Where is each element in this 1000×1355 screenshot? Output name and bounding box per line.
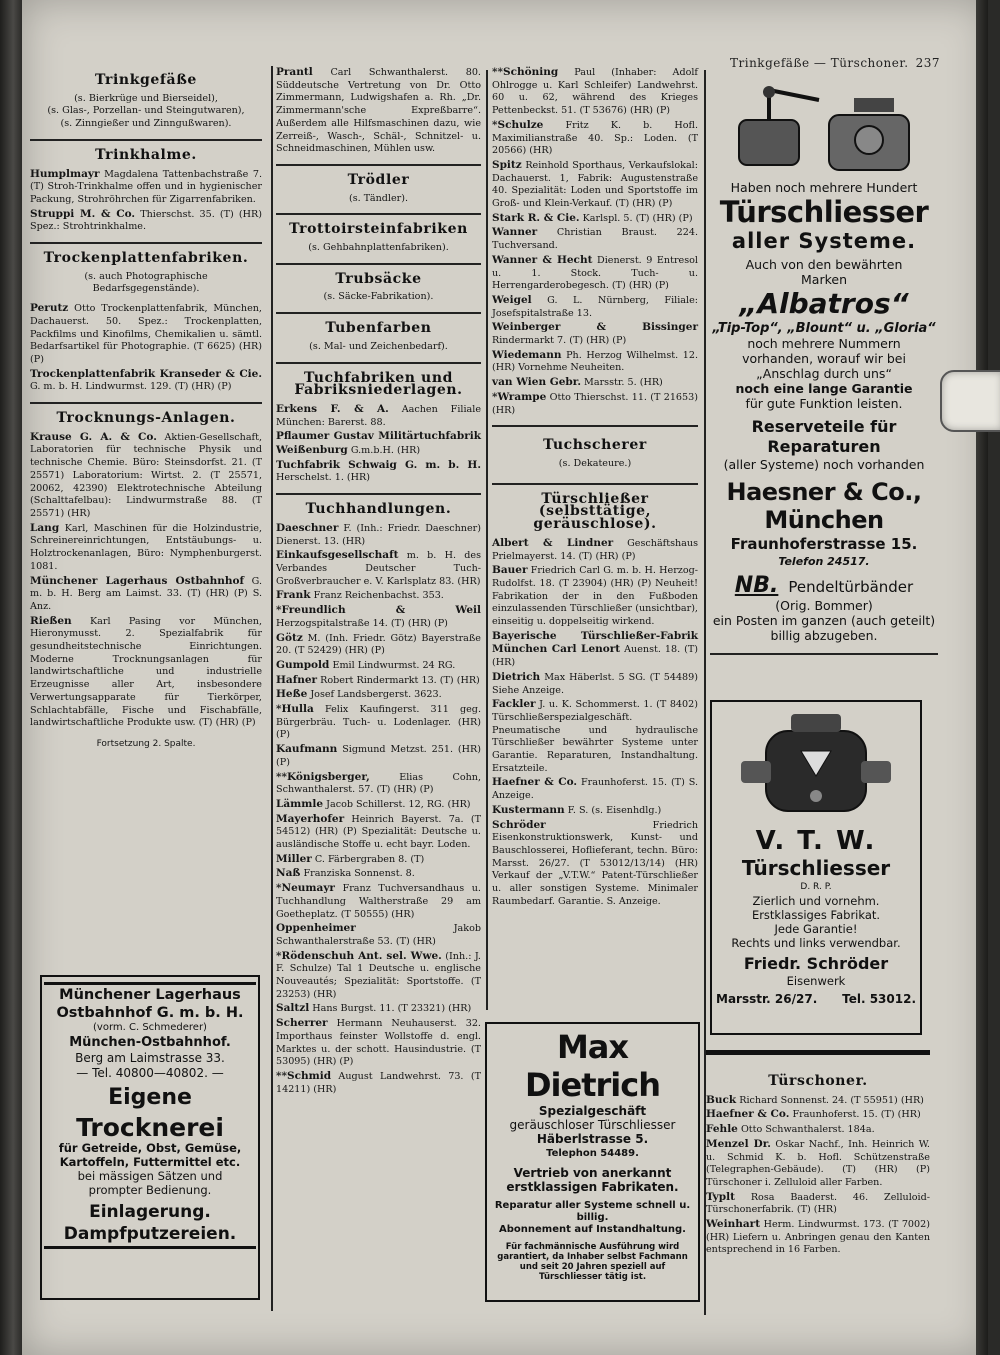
ad-haesner (710, 80, 938, 680)
entry-name: Tuchfabrik Schwaig G. m. b. H. (276, 458, 481, 471)
heading-tuerschoner: Türschoner. (768, 1073, 868, 1089)
ad-line: Fraunhoferstrasse 15. (730, 535, 918, 553)
list-item (276, 922, 481, 948)
ad-line: (Orig. Bommer) (775, 598, 873, 613)
ad-line: Marsstr. 26/27. (716, 992, 818, 1006)
list-item (276, 743, 481, 769)
entry-name: **Königsberger, (276, 770, 370, 783)
list-item (492, 819, 698, 909)
section-rule (706, 1050, 930, 1055)
note: (s. Glas-, Porzellan- und Steingutwaren), (47, 105, 245, 117)
ad-line: Kartoffeln, Futtermittel etc. (59, 1155, 241, 1169)
note: (s. Gehbahnplattenfabriken). (308, 242, 449, 254)
ad-line: Einlagerung. (89, 1202, 211, 1222)
list-item (492, 159, 698, 211)
column-divider-1 (271, 66, 273, 1311)
ad-lagerhaus (40, 975, 260, 1300)
entry-text: Otto Schwanthalerst. 184a. (740, 1124, 875, 1136)
ad-line: Eigene (108, 1085, 192, 1110)
book-binding (0, 0, 22, 1355)
entry-text: Robert Rindermarkt 13. (T) (HR) (320, 674, 480, 686)
entry-text: Dienerst. 9 Entresol u. 1. Stock. Tuch- u. Herrengarderobegesch. (T) (HR) (P) (492, 254, 699, 292)
list-item (276, 1017, 481, 1069)
entry-name: Trockenplattenfabrik Kranseder & Cie. (30, 367, 262, 380)
entry-text: Christian Braust. 224. Tuchversand. (492, 227, 698, 252)
vtw-contact-row (716, 992, 916, 1006)
entry-text: Karl, Maschinen für die Holzindustrie, Schreinereinrichtungen, Entstäubungs- u. Holztrockenanlagen, Büro: Nymphenburgerst. 1081. (30, 522, 262, 572)
entry-text: Ph. Herzog Wilhelmst. 12. (HR) Vornehme Neuheiten. (492, 349, 698, 374)
entry-text: Josef Landsbergerst. 3623. (310, 689, 442, 701)
entry-text: Magdalena Tattenbachstraße 7. (T) Stroh-Trinkhalme offen und in hygienischer Packung, Strohröhrchen für Zigarrenfabriken. (30, 168, 262, 205)
section-rule (30, 242, 262, 244)
entry-text: J. u. K. Schommerst. 1. (T 8402) Türschließerspezialgeschäft. Pneumatische und hydraulische Türschließer bewährter Systeme unter Garantie. Reparaturen, Instandhaltung. Ersatzteile. (492, 699, 698, 774)
entry-text: Oskar Nachf., Inh. Heinrich W. u. Schmid K. b. Hofl. Schützenstraße (Telegraphen-Gebäude). (T) (HR) (P) Türschoner i. Zelluloid aller Farben. (706, 1138, 930, 1188)
list-item (276, 403, 481, 429)
note: (s. Dekateure.) (558, 457, 632, 469)
ad-line: Haesner & Co., München (726, 478, 922, 534)
entry-text: G. L. Nürnberg, Filiale: Josefspitalstraße 13. (492, 294, 698, 319)
entry-name: Rießen (30, 614, 72, 627)
entry-name: Wanner (492, 226, 538, 239)
ad-line: D. R. P. (800, 882, 832, 892)
section-rule (492, 483, 698, 485)
section-rule (276, 312, 481, 314)
ad-line: Telephon 54489. (546, 1148, 639, 1159)
section-rule (30, 139, 262, 141)
ad-line: Für fachmännische Ausführung wird garantiert, da Inhaber selbst Fachmann und seit 20 Jahren speziell auf Türschliesser tätig ist. (497, 1242, 688, 1282)
heading-trockenplattenfabriken: Trockenplattenfabriken. (43, 250, 249, 267)
list-item (276, 459, 481, 485)
entry-name: Einkaufsgesellschaft (276, 549, 399, 562)
list-item (492, 671, 698, 697)
entry-text: Friedrich Carl G. m. b. H. Herzog-Rudolfst. 18. (T 23904) (HR) (P) Neuheit! Fabrikation der in den Fußboden einzulassenden Türschließer (unsichtbar), einseitig u. doppelseitig wirkend. (492, 565, 698, 628)
section-rule (276, 493, 481, 495)
list-item (30, 208, 262, 234)
ad-line: Max Dietrich (524, 1028, 661, 1104)
page-number: 237 (915, 56, 940, 70)
entry-name: Perutz (30, 302, 69, 315)
list-item (492, 226, 698, 252)
vtw-closer-illustration (731, 706, 901, 826)
entry-name: Frank (276, 589, 311, 602)
list-item (492, 391, 698, 417)
entry-name: Weinhart (706, 1218, 761, 1231)
list-item (276, 522, 481, 548)
section-rule (710, 653, 938, 655)
entry-name: Wanner & Hecht (492, 253, 593, 266)
list-item (492, 630, 698, 670)
ad-line: für Getreide, Obst, Gemüse, (58, 1141, 242, 1155)
entry-text: Rosa Baaderst. 46. Zelluloid-Türschonerfabrik. (T) (HR) (706, 1191, 930, 1216)
note: (s. Bierkrüge und Bierseidel), (74, 92, 218, 104)
heading-tubenfarben: Tubenfarben (325, 320, 432, 337)
ad-line: V. T. W. (755, 826, 877, 856)
entry-name: Scherrer (276, 1017, 328, 1030)
entry-name: Buck (706, 1093, 737, 1106)
ad-line: Reparatur aller Systeme schnell u. billig. (494, 1200, 691, 1223)
list-item (706, 1138, 930, 1190)
list-item (276, 688, 481, 702)
entry-text: m. b. H. des Verbandes Deutscher Tuch-Großverbraucher e. V. Karlsplatz 83. (HR) (276, 550, 481, 587)
entry-text: G. m. b. H. Berg am Laimst. 33. (T) (HR) (P) S. Anz. (30, 575, 262, 612)
ad-line: aller Systeme. (731, 229, 917, 253)
heading-tuchhandlungen: Tuchhandlungen. (305, 501, 452, 518)
ad-line: Pendeltürbänder (788, 578, 914, 596)
entry-name: Daeschner (276, 521, 339, 534)
entry-text: Hermann Neuhauserst. 32. Importhaus feinster Wollstoffe d. engl. Marktes u. der schott. Hausindustrie. (T 53095) (HR) (P) (276, 1018, 481, 1068)
entry-name: Weinberger & Bissinger (492, 321, 698, 334)
entry-text: G.m.b.H. (HR) (350, 445, 421, 457)
note: (s. auch Photographische Bedarfsgegenstände). (84, 270, 208, 295)
ad-line: — Tel. 40800—40802. — (76, 1066, 224, 1080)
entry-name: Menzel Dr. (706, 1137, 771, 1150)
column-1 (30, 66, 262, 760)
ad-line: „Albatros“ (739, 287, 909, 320)
entry-name: Albert & Lindner (492, 536, 614, 549)
list-item (276, 549, 481, 588)
ad-line: Spezialgeschäft (538, 1104, 647, 1118)
list-item (276, 430, 481, 457)
ad-line: Erstklassiges Fabrikat. (751, 908, 881, 922)
section-rule (492, 425, 698, 427)
ad-line: noch eine lange Garantie (735, 381, 913, 396)
entry-name: Struppi M. & Co. (30, 207, 136, 220)
section-rule (276, 362, 481, 364)
column-4-tuerschoner (706, 1050, 930, 1258)
ad-line: bei mässigen Sätzen und (77, 1169, 223, 1183)
entry-name: Krause G. A. & Co. (30, 430, 157, 443)
running-head-title: Trinkgefäße — Türschoner. (730, 56, 909, 70)
entry-text: Karl Pasing vor München, Hieronymusst. 2. Spezialfabrik für gesundheitstechnische Einrichtungen. Moderne Trocknungsanlagen für landwirtschaftliche und industrielle Erzeugnisse aller Art, insbesondere Verwertungsapparate für Tierkörper, Schlachtabfälle, Fische und Fischabfälle, landwirtschaftliche Produkte usw. (T) (HR) (P) (30, 615, 262, 729)
entry-text: Felix Kaufingerst. 311 geg. Bürgerbräu. Tuch- u. Lodenlager. (HR) (P) (276, 704, 481, 741)
ad-line: noch mehrere Nummern (747, 336, 901, 351)
entry-name: Kaufmann (276, 743, 338, 756)
entry-name: Wiedemann (492, 348, 562, 361)
entry-name: Humplmayr (30, 167, 100, 180)
entry-name: Typlt (706, 1190, 735, 1203)
entry-name: **Schöning (492, 66, 559, 78)
list-item (30, 522, 262, 574)
list-item (30, 615, 262, 730)
entry-name: Mayerhofer (276, 812, 345, 825)
list-item (492, 119, 698, 158)
ad-line: erstklassigen Fabrikaten. (506, 1180, 679, 1194)
section-rule (276, 263, 481, 265)
ad-line: „Tip-Top“, „Blount“ u. „Gloria“ (712, 321, 936, 336)
ad-line: Häberlstrasse 5. (536, 1132, 649, 1146)
list-item (276, 771, 481, 797)
list-item (492, 376, 698, 390)
column-divider-2 (486, 70, 488, 1010)
ad-line: Tel. 53012. (842, 992, 916, 1006)
entry-text: Geschäftshaus Prielmayerst. 14. (T) (HR) (P) (492, 537, 698, 562)
entry-name: *Wrampe (492, 390, 547, 403)
entry-text: Franz Reichenbachst. 353. (313, 590, 444, 602)
list-item (492, 212, 698, 226)
entry-text: Herschelst. 1. (HR) (276, 472, 371, 484)
entry-name: Lang (30, 521, 60, 534)
list-item (276, 813, 481, 852)
entry-name: Fackler (492, 698, 536, 711)
entry-text: F. S. (s. Eisenhdlg.) (567, 804, 662, 816)
nb-mark: NB. (734, 573, 779, 598)
list-item (492, 349, 698, 375)
list-item (30, 368, 262, 394)
ad-line: Ostbahnhof G. m. b. H. (56, 1005, 244, 1021)
ad-line: (aller Systeme) noch vorhanden (723, 457, 925, 472)
list-item (492, 254, 698, 293)
ad-line: Eisenwerk (786, 974, 846, 988)
entry-name: Naß (276, 867, 301, 880)
list-item (30, 575, 262, 614)
entry-name: *Schulze (492, 118, 544, 131)
entry-text: Fraunhoferst. 15. (T) S. Anzeige. (492, 777, 698, 802)
entry-text: Franziska Sonnenst. 8. (303, 868, 415, 880)
entry-text: F. (Inh.: Friedr. Daeschner) Dienerst. 13. (HR) (276, 522, 481, 547)
ad-line: Türschliesser (741, 856, 891, 880)
ad-rule (44, 1246, 256, 1249)
section-rule (276, 213, 481, 215)
entry-text: Sigmund Metzst. 251. (HR) (P) (276, 744, 481, 768)
list-item (492, 321, 698, 347)
list-item (30, 431, 262, 521)
ad-line: Dampfputzereien. (63, 1224, 237, 1244)
section-rule (30, 402, 262, 404)
ad-line: Friedr. Schröder (743, 954, 889, 973)
entry-text: C. Färbergraben 8. (T) (314, 853, 425, 865)
entry-name: Dietrich (492, 670, 541, 683)
ad-line: München-Ostbahnhof. (69, 1035, 231, 1050)
list-item (492, 804, 698, 818)
ad-rule (44, 982, 256, 985)
entry-name: *Neumayr (276, 882, 335, 895)
ad-line: geräuschloser Türschliesser (509, 1118, 676, 1132)
entry-name: Lämmle (276, 797, 324, 810)
door-closer-illustration (729, 80, 919, 180)
column-2 (276, 66, 481, 1097)
entry-text: Paul (Inhaber: Adolf Ohlrogge u. Karl Schleifer) Landwehrst. 60 u. 62, während des Krieges Pettenbeckst. 51. (T 53676) (HR) (P) (492, 67, 698, 117)
ad-line: Reserveteile für Reparaturen (751, 417, 897, 456)
list-item (492, 698, 698, 775)
note: (s. Säcke-Fabrikation). (323, 291, 434, 303)
entry-text: Otto Thierschst. 11. (T 21653) (HR) (492, 391, 698, 416)
entry-name: Götz (276, 631, 303, 644)
list-item (276, 66, 481, 156)
list-item (276, 659, 481, 673)
ad-line: Münchener Lagerhaus (59, 987, 241, 1003)
entry-name: Bayerische Türschließer-Fabrik München Carl Lenort (492, 629, 698, 656)
page-edge (976, 0, 988, 1355)
entry-text: Herm. Lindwurmst. 173. (T 7002) (HR) Liefern u. Anbringen genau den Kanten entsprechend in 16 Farben. (706, 1219, 930, 1256)
entry-text: Rindermarkt 7. (T) (HR) (P) (492, 335, 627, 347)
entry-text: Jakob Schwanthalerstraße 53. (T) (HR) (276, 923, 481, 947)
entry-name: **Schmid (276, 1070, 332, 1082)
entry-name: *Rödenschuh Ant. sel. Wwe. (276, 949, 442, 962)
column-3 (492, 66, 698, 909)
entry-text: Friedrich Eisenkonstruktionswerk, Kunst- und Bauschlosserei, Hoflieferant, techn. Büro: Marsst. 26/27. (T 53012/13/14) (HR) Verkauf der „V.T.W.“ Patent-Türschließer u. aller sonstigen Systeme. Minimaler Raumbedarf. Garantie. S. Anzeige. (492, 819, 698, 907)
ad-line: (vorm. C. Schmederer) (93, 1022, 207, 1033)
entry-text: Fritz K. b. Hofl. Maximilianstraße 40. Sp.: Loden. (T 20566) (HR) (492, 119, 698, 157)
ad-line: Haben noch mehrere Hundert (730, 180, 918, 195)
list-item (276, 604, 481, 630)
list-item (276, 798, 481, 812)
entry-text: Carl Schwanthalerst. 80. Süddeutsche Vertretung von Dr. Otto Zimmermann, Ludwigshafen a. Rh. „Dr. Zimmermann'sche Expreßbarre“. Außerdem alle Hilfsmaschinen dazu, wie Zerreiß-, Wasch-, Schäl-, Schnitzel- u. Schneidmaschinen, Mühlen usw. (276, 67, 481, 155)
list-item (276, 589, 481, 603)
ad-max-dietrich (485, 1022, 700, 1302)
entry-name: Oppenheimer (276, 922, 356, 935)
list-item (276, 853, 481, 867)
ad-line: Zierlich und vornehm. (752, 894, 880, 908)
list-item (276, 882, 481, 921)
entry-text: Franz Tuchversandhaus u. Tuchhandlung Waltherstraße 29 am Goetheplatz. (T 50555) (HR) (276, 883, 481, 920)
list-item (706, 1094, 930, 1108)
note: (s. Zinngießer und Zinngußwaren). (60, 118, 232, 130)
ad-line: Türschliesser (719, 195, 929, 229)
entry-text: Marsstr. 5. (HR) (584, 377, 663, 389)
heading-tuchfabriken: Tuchfabriken und Fabriksniederlagen. (294, 369, 463, 399)
heading-troedler: Trödler (347, 171, 410, 188)
entry-text: Thierschst. 35. (T) (HR) Spez.: Strohtrinkhalme. (30, 208, 262, 233)
ad-vtw (710, 700, 922, 1035)
ad-line: Abonnement auf Instandhaltung. (499, 1224, 686, 1235)
entry-name: Bauer (492, 564, 528, 577)
heading-trinkhalme: Trinkhalme. (95, 146, 197, 163)
entry-name: Fehle (706, 1123, 738, 1136)
entry-name: Miller (276, 852, 312, 865)
ad-line: „Anschlag durch uns“ (756, 366, 892, 381)
heading-trottoirsteinfabriken: Trottoirsteinfabriken (289, 221, 468, 238)
entry-name: van Wien Gebr. (492, 376, 581, 389)
ad-line: Auch von den bewährten (745, 257, 903, 272)
entry-name: *Freundlich & Weil (276, 604, 481, 617)
ad-line: Rechts und links verwendbar. (731, 936, 901, 950)
list-item (706, 1191, 930, 1217)
entry-text: Emil Lindwurmst. 24 RG. (332, 659, 456, 671)
ad-line: Vertrieb von anerkannt (513, 1166, 672, 1180)
entry-text: Herzogspitalstraße 14. (T) (HR) (P) (276, 617, 448, 629)
entry-text: Reinhold Sporthaus, Verkaufslokal: Dachauerst. 1, Fabrik: Augustenstraße 40. Spezialität: Loden und Sportstoffe im Groß- und Klein-Verkauf. (T) (HR) (P) (492, 159, 698, 210)
entry-name: Spitz (492, 158, 522, 171)
running-head (730, 56, 940, 70)
heading-trocknungs-anlagen: Trocknungs-Anlagen. (56, 410, 236, 427)
list-item (30, 168, 262, 207)
section-rule (276, 164, 481, 166)
entry-text: (Inh.: J. F. Schulze) Tal 1 Deutsche u. englische Nouveautés; Spezialität: Sportstoffe. (T 23253) (HR) (276, 950, 481, 1000)
entry-text: Aachen Filiale München: Barerst. 88. (276, 403, 481, 428)
entry-text: G. m. b. H. Lindwurmst. 129. (T) (HR) (P) (30, 381, 232, 393)
list-item (706, 1108, 930, 1122)
entry-text: Hans Burgst. 11. (T 23321) (HR) (312, 1003, 472, 1015)
entry-name: Haefner & Co. (706, 1108, 790, 1121)
entry-name: Pflaumer Gustav Militärtuchfabrik Weißenburg (276, 430, 481, 457)
list-item (30, 302, 262, 367)
entry-name: Saltzl (276, 1002, 310, 1015)
entry-text: Aktien-Gesellschaft, Laboratorien für technische Physik und technische Chemie. Büro: Steinsdorfst. 21. (T 25571) Laboratorium: Wirtst. 2. (T 25571, 20062, 42390) Elektrotechnische Abteilung (Schalttafelbau): Lindwurmstraße 88. (T 25571) (HR) (30, 431, 262, 519)
entry-text: Auenst. 18. (T) (HR) (492, 644, 698, 669)
continuation-note: Fortsetzung 2. Spalte. (96, 738, 196, 749)
list-item (492, 66, 698, 118)
entry-text: Karlspl. 5. (T) (HR) (P) (582, 212, 693, 224)
note: (s. Tändler). (348, 192, 409, 204)
list-item (492, 564, 698, 629)
entry-name: Erkens F. & A. (276, 402, 389, 415)
heading-trinkgefaesse: Trinkgefäße (95, 72, 197, 88)
ad-line: Berg am Laimstrasse 33. (75, 1051, 225, 1065)
list-item (492, 294, 698, 320)
ad-line: vorhanden, worauf wir bei (742, 351, 906, 366)
entry-name: *Hulla (276, 703, 314, 716)
heading-tuchscherer: Tuchscherer (543, 437, 647, 454)
ad-line: Marken (801, 272, 847, 287)
entry-name: Heße (276, 688, 308, 701)
thumb-index-tab (940, 370, 1000, 432)
heading-tuerschliesser: Türschließer (selbsttätige, geräuschlose). (533, 490, 657, 533)
entry-text: M. (Inh. Friedr. Götz) Bayerstraße 20. (T 52429) (HR) (P) (276, 632, 481, 657)
list-item (706, 1123, 930, 1137)
entry-name: Haefner & Co. (492, 776, 578, 789)
list-item (706, 1218, 930, 1257)
ad-line: Telefon 24517. (778, 555, 870, 568)
list-item (276, 1070, 481, 1096)
entry-name: Münchener Lagerhaus Ostbahnhof (30, 574, 245, 587)
list-item (276, 674, 481, 688)
entry-text: August Landwehrst. 73. (T 14211) (HR) (276, 1071, 481, 1095)
entry-text: Fraunhoferst. 15. (T) (HR) (792, 1109, 921, 1121)
pendel-row (710, 573, 938, 598)
list-item (492, 776, 698, 802)
note: (s. Mal- und Zeichenbedarf). (309, 340, 448, 352)
entry-text: Jacob Schillerst. 12, RG. (HR) (326, 798, 471, 810)
entry-name: Gumpold (276, 658, 330, 671)
entry-text: Heinrich Bayerst. 7a. (T 54512) (HR) (P) Spezialität: Deutsche u. ausländische Stoffe u. echt bayr. Loden. (276, 813, 481, 851)
heading-trubsaecke: Trubsäcke (335, 270, 422, 287)
entry-text: Richard Sonnenst. 24. (T 55951) (HR) (739, 1094, 924, 1106)
entry-text: Otto Trockenplattenfabrik, München, Dachauerst. 50. Spez.: Trockenplatten, Packfilms und Kinofilms, Chemikalien u. sämtl. Bedarfsartikel für Photographie. (T 6625) (HR) (P) (30, 303, 262, 365)
entry-name: Weigel (492, 293, 532, 306)
list-item (276, 703, 481, 742)
list-item (276, 1002, 481, 1016)
entry-name: Schröder (492, 818, 546, 831)
entry-text: Elias Cohn, Schwanthalerst. 57. (T) (HR) (P) (276, 771, 481, 796)
list-item (276, 632, 481, 658)
ad-line: prompter Bedienung. (88, 1183, 212, 1197)
entry-name: Stark R. & Cie. (492, 211, 580, 224)
entry-name: Hafner (276, 673, 318, 686)
ad-line: ein Posten im ganzen (auch geteilt) billig abzugeben. (712, 613, 936, 643)
entry-text: Max Häberlst. 5 SG. (T 54489) Siehe Anzeige. (492, 671, 698, 696)
entry-name: Prantl (276, 66, 313, 78)
list-item (276, 867, 481, 881)
list-item (492, 537, 698, 563)
entry-name: Kustermann (492, 803, 565, 816)
ad-line: Jede Garantie! (774, 922, 858, 936)
ad-line: Trocknerei (76, 1113, 224, 1142)
list-item (276, 950, 481, 1002)
ad-line: für gute Funktion leisten. (745, 396, 903, 411)
